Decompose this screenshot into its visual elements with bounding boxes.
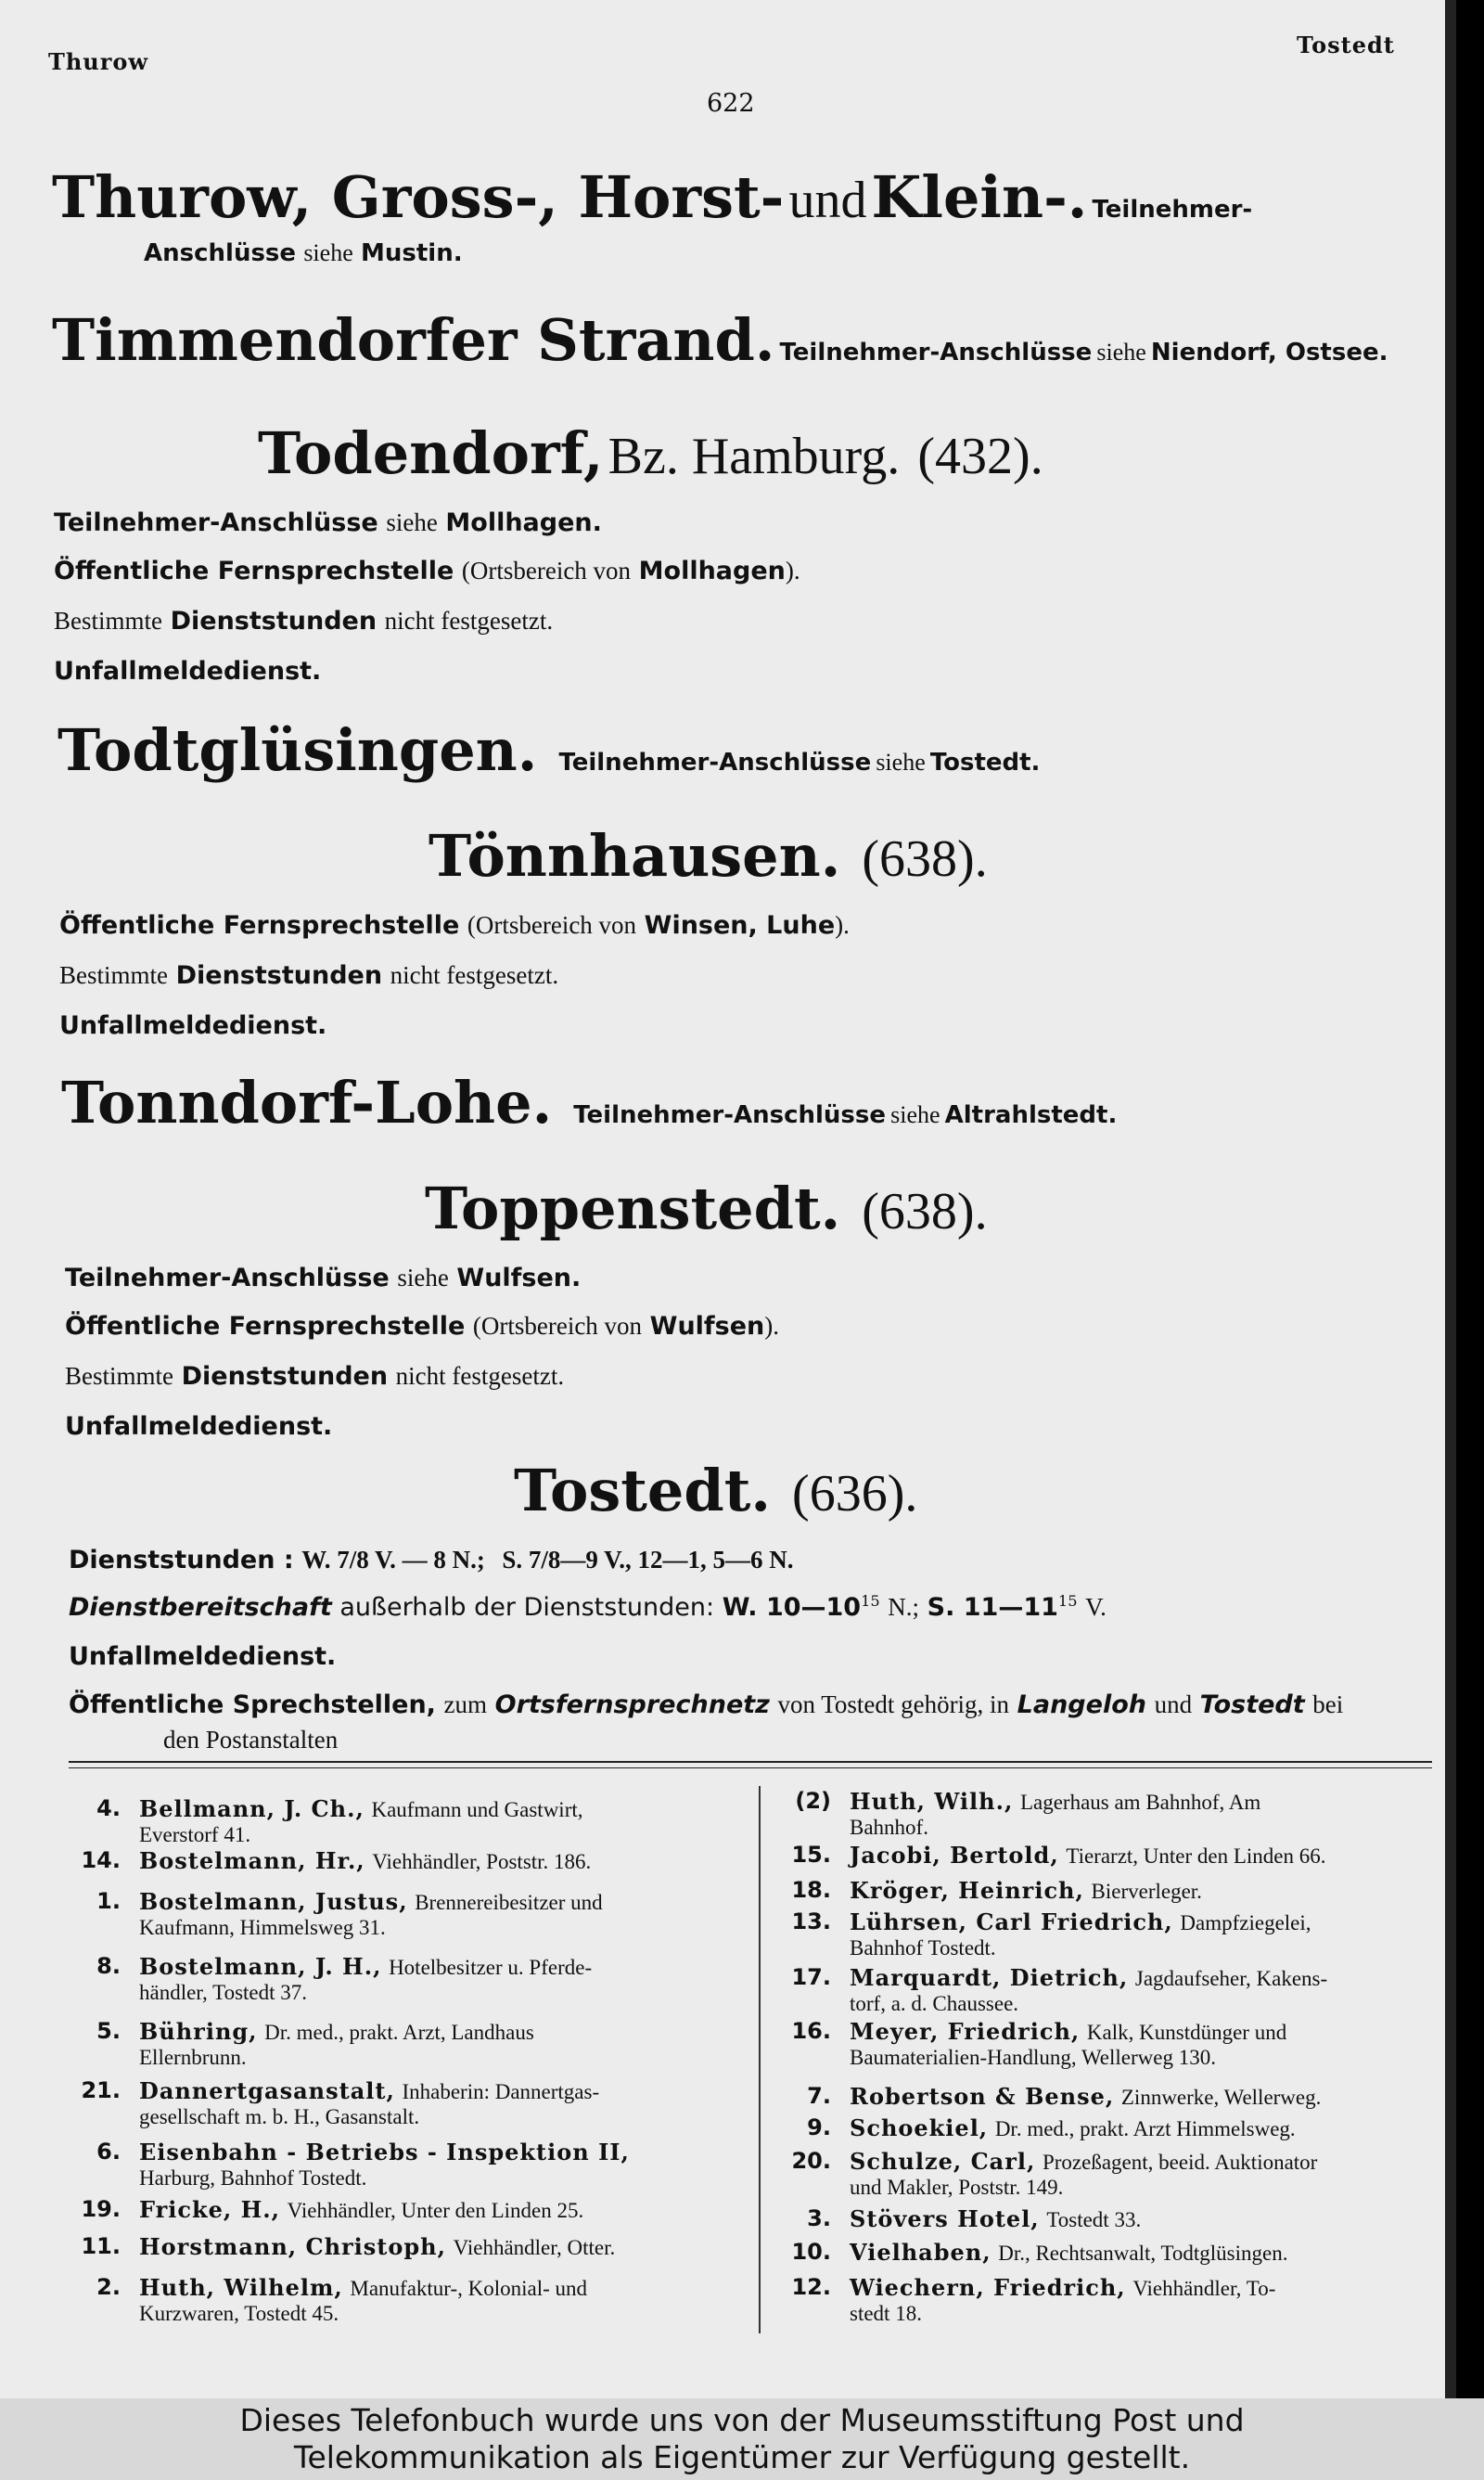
- subscriber-text: [139, 1848, 591, 1874]
- subscriber-text: [139, 1796, 583, 1847]
- entry-tostedt-heading: [514, 1457, 917, 1524]
- superscript: 15: [1057, 1592, 1078, 1610]
- place-name: Tostedt.: [514, 1457, 771, 1524]
- page-number: 622: [707, 89, 755, 118]
- subscriber-description: Zinnwerke, Wellerweg.: [1120, 2086, 1322, 2109]
- subscriber-description: Hotelbesitzer u. Pferde-: [389, 1956, 593, 1979]
- book-binding-edge: [1445, 0, 1456, 2398]
- note-reference: Altrahlstedt.: [944, 1101, 1118, 1129]
- note-reference: Niendorf, Ostsee.: [1150, 339, 1388, 366]
- todendorf-line-3: [54, 607, 553, 636]
- subscriber-name: Lührsen, Carl Friedrich,: [850, 1908, 1173, 1935]
- subscriber-description: Dampfziegelei,: [1180, 1911, 1311, 1934]
- subscriber-description: Lagerhaus am Bahnhof, Am: [1019, 1791, 1261, 1814]
- toppenstedt-line-3: [65, 1362, 564, 1391]
- text: und: [1154, 1690, 1193, 1718]
- subscriber-name: Bühring,: [139, 2018, 258, 2045]
- label: Dienstbereitschaft: [69, 1593, 332, 1622]
- subscriber-name: Kröger, Heinrich,: [850, 1877, 1084, 1904]
- toppenstedt-line-4: [65, 1412, 332, 1441]
- reference: Mollhagen.: [445, 508, 602, 537]
- reference: Winsen, Luhe: [644, 911, 836, 940]
- label: Unfallmeldedienst.: [65, 1412, 333, 1441]
- text: nicht festgesetzt.: [395, 1362, 565, 1390]
- label: Teilnehmer-Anschlüsse: [65, 1264, 390, 1292]
- todendorf-line-2: [54, 557, 800, 585]
- attribution-banner: [0, 2398, 1484, 2480]
- subscriber-description-continued: Everstorf 41.: [139, 1823, 251, 1846]
- note-label: Anschlüsse: [144, 239, 297, 267]
- subscriber-description: Manufaktur-, Kolonial- und: [350, 2277, 588, 2300]
- column-divider: [759, 1786, 761, 2333]
- subscriber-number: 16.: [791, 2018, 831, 2044]
- subscriber-number: 3.: [807, 2205, 831, 2231]
- subscriber-entry: [775, 2275, 1425, 2327]
- subscriber-text: [139, 2078, 599, 2129]
- toennhausen-line-1: [59, 911, 850, 940]
- subscriber-name: Horstmann, Christoph,: [139, 2233, 446, 2260]
- subscriber-text: [139, 1889, 603, 1940]
- siehe: siehe: [397, 1264, 449, 1291]
- note-siehe: siehe: [1096, 339, 1146, 366]
- todendorf-line-4: [54, 657, 321, 686]
- subscriber-entry: [775, 1789, 1425, 1841]
- subscriber-text: [850, 2149, 1317, 2200]
- toppenstedt-line-1: [65, 1264, 581, 1292]
- subscriber-description-continued: torf, a. d. Chaussee.: [850, 1992, 1019, 2015]
- tostedt-hours: [69, 1546, 793, 1574]
- reference: Mollhagen: [638, 557, 786, 585]
- toppenstedt-line-2: [65, 1312, 779, 1341]
- entry-thurow-heading: [52, 163, 1252, 231]
- subscriber-description: Kalk, Kunstdünger und: [1086, 2021, 1287, 2044]
- label: Unfallmeldedienst.: [59, 1011, 327, 1040]
- subscriber-number: 18.: [791, 1877, 831, 1903]
- reference: Wulfsen.: [456, 1264, 582, 1292]
- text: nicht festgesetzt.: [384, 607, 554, 635]
- subscriber-number: 13.: [791, 1908, 831, 1934]
- subscriber-description: Viehhändler, Otter.: [453, 2236, 616, 2259]
- subscriber-name: Schoekiel,: [850, 2114, 989, 2141]
- place-name: Timmendorfer Strand.: [52, 306, 775, 374]
- label: Öffentliche Sprechstellen,: [69, 1690, 436, 1719]
- subscriber-number: 14.: [81, 1847, 121, 1873]
- subscriber-entry: [775, 1965, 1425, 2017]
- subscriber-description-continued: händler, Tostedt 37.: [139, 1981, 308, 2004]
- subscriber-text: [850, 1965, 1327, 2016]
- subscriber-description: Viehhändler, Unter den Linden 25.: [287, 2199, 584, 2222]
- sunday-standby: S. 11—11: [927, 1593, 1058, 1622]
- subscriber-text: [850, 1878, 1202, 1904]
- subscriber-number: (2): [795, 1788, 831, 1814]
- subscriber-name: Dannertgasanstalt,: [139, 2077, 395, 2104]
- district: Bz. Hamburg.: [608, 428, 901, 485]
- area-code: (638).: [862, 1183, 988, 1240]
- subscriber-number: 9.: [807, 2114, 831, 2140]
- note-reference: Tostedt.: [929, 749, 1041, 777]
- text: N.;: [888, 1593, 920, 1621]
- entry-toennhausen-heading: [429, 822, 988, 890]
- place: Langeloh: [1017, 1690, 1146, 1719]
- entry-toppenstedt-heading: [425, 1175, 988, 1242]
- label: Dienststunden: [170, 607, 377, 636]
- tostedt-public-stations: [69, 1690, 1343, 1719]
- note-siehe: siehe: [876, 749, 926, 776]
- note-label: Teilnehmer-Anschlüsse: [779, 339, 1093, 366]
- text: V.: [1085, 1593, 1107, 1621]
- subscriber-name: Huth, Wilhelm,: [139, 2274, 343, 2301]
- subscriber-name: Meyer, Friedrich,: [850, 2018, 1081, 2045]
- note-label: Teilnehmer-Anschlüsse: [558, 749, 872, 777]
- label: Unfallmeldedienst.: [69, 1642, 337, 1671]
- subscriber-number: 6.: [96, 2139, 121, 2165]
- subscriber-text: [850, 2115, 1296, 2141]
- subscriber-description: Bierverleger.: [1091, 1880, 1202, 1903]
- subscriber-entry: [65, 2139, 714, 2191]
- subscriber-text: [850, 2275, 1275, 2326]
- text: Bestimmte: [59, 961, 168, 989]
- subscriber-number: 20.: [791, 2148, 831, 2174]
- label: Teilnehmer-Anschlüsse: [54, 508, 378, 537]
- subscriber-name: Wiechern, Friedrich,: [850, 2274, 1126, 2301]
- tostedt-unfall: [69, 1642, 336, 1671]
- subscriber-text: [850, 2019, 1286, 2070]
- subscriber-description: Dr., Rechtsanwalt, Todtglüsingen.: [998, 2242, 1288, 2265]
- subscriber-description-continued: Baumaterialien-Handlung, Wellerweg 130.: [850, 2046, 1216, 2069]
- divider-rule-2: [69, 1767, 1432, 1768]
- subscriber-number: 11.: [81, 2233, 121, 2259]
- subscriber-entry: [65, 2019, 714, 2071]
- subscriber-number: 1.: [96, 1888, 121, 1914]
- subscriber-text: [850, 1909, 1311, 1960]
- subscriber-description: Jagdaufseher, Kakens-: [1134, 1967, 1328, 1990]
- subscriber-name: Jacobi, Bertold,: [850, 1842, 1059, 1869]
- text: Bestimmte: [54, 607, 162, 635]
- subscriber-description: Kaufmann und Gastwirt,: [371, 1798, 583, 1821]
- place-name: Toppenstedt.: [425, 1175, 841, 1242]
- subscriber-description-continued: Kaufmann, Himmelsweg 31.: [139, 1916, 386, 1939]
- place-name: Tönnhausen.: [429, 822, 841, 890]
- text: zum: [443, 1690, 488, 1718]
- label: Unfallmeldedienst.: [54, 657, 322, 686]
- subscriber-number: 8.: [96, 1953, 121, 1979]
- subscriber-text: [139, 1954, 592, 2005]
- subscriber-entry: [65, 1954, 714, 2006]
- note-label: Teilnehmer-Anschlüsse: [573, 1101, 887, 1129]
- subscriber-name: Robertson & Bense,: [850, 2083, 1115, 2110]
- running-head-left: Thurow: [48, 48, 149, 75]
- subscriber-description-continued: Bahnhof.: [850, 1816, 928, 1839]
- subscriber-number: 12.: [791, 2274, 831, 2300]
- subscriber-entry: [775, 1909, 1425, 1961]
- subscriber-text: [139, 2139, 630, 2191]
- entry-timmendorfer-heading: [52, 306, 1388, 374]
- subscriber-text: [850, 1843, 1326, 1869]
- text: bei: [1312, 1690, 1344, 1718]
- entry-todtgluesingen-heading: [58, 716, 1040, 784]
- subscriber-description: Viehhändler, Poststr. 186.: [372, 1850, 592, 1873]
- subscriber-number: 10.: [791, 2239, 831, 2265]
- subscriber-number: 5.: [96, 2018, 121, 2044]
- area-code: (432).: [917, 428, 1043, 485]
- subscriber-description: Brennereibesitzer und: [415, 1891, 603, 1914]
- subscriber-name: Eisenbahn - Betriebs - Inspektion II,: [139, 2139, 630, 2165]
- subscriber-number: 4.: [96, 1795, 121, 1821]
- label: Dienststunden: [175, 961, 383, 990]
- subscriber-name: Vielhaben,: [850, 2239, 991, 2266]
- subscriber-description-continued: gesellschaft m. b. H., Gasanstalt.: [139, 2105, 420, 2128]
- attribution-line-1: Dieses Telefonbuch wurde uns von der Museumsstiftung Post und: [239, 2402, 1245, 2438]
- subscriber-entry: [65, 1889, 714, 1941]
- subscriber-name: Bostelmann, Justus,: [139, 1888, 408, 1915]
- subscriber-description: Viehhändler, To-: [1132, 2277, 1276, 2300]
- label: Dienststunden :: [69, 1546, 294, 1574]
- subscriber-number: 17.: [791, 1964, 831, 1990]
- subscriber-description: Dr. med., prakt. Arzt Himmelsweg.: [994, 2117, 1296, 2140]
- subscriber-description-continued: Harburg, Bahnhof Tostedt.: [139, 2166, 367, 2190]
- area-code: (636).: [792, 1465, 918, 1523]
- label: Öffentliche Fernsprechstelle: [65, 1312, 466, 1341]
- subscriber-description: Tierarzt, Unter den Linden 66.: [1066, 1844, 1326, 1868]
- text: (Ortsbereich von: [467, 911, 637, 939]
- text: (Ortsbereich von: [461, 557, 632, 585]
- subscriber-name: Bellmann, J. Ch.,: [139, 1795, 365, 1822]
- entry-todendorf-heading: [258, 419, 1043, 487]
- subscriber-number: 21.: [81, 2077, 121, 2103]
- subscriber-text: [850, 2206, 1141, 2232]
- place-name: Todendorf,: [258, 419, 604, 487]
- subscriber-text: [139, 2234, 615, 2260]
- subscriber-text: [139, 2019, 534, 2070]
- entry-thurow-note: [144, 239, 463, 267]
- todendorf-line-1: [54, 508, 602, 537]
- superscript: 15: [861, 1592, 880, 1610]
- place-name: Tonndorf-Lohe.: [61, 1069, 553, 1137]
- subscriber-description: Dr. med., prakt. Arzt, Landhaus: [264, 2021, 534, 2044]
- subscriber-number: 15.: [791, 1842, 831, 1868]
- subscriber-entry: [775, 2149, 1425, 2201]
- place-name-2: Klein-.: [871, 163, 1088, 231]
- attribution-line-2: Telekommunikation als Eigentümer zur Verfügung gestellt.: [293, 2439, 1191, 2475]
- running-head-right: Tostedt: [1297, 32, 1395, 58]
- subscriber-name: Stövers Hotel,: [850, 2205, 1040, 2232]
- label: Dienststunden: [181, 1362, 389, 1391]
- weekday-standby: W. 10—10: [722, 1593, 862, 1622]
- subscriber-description-continued: und Makler, Poststr. 149.: [850, 2176, 1064, 2199]
- punct: ).: [785, 557, 800, 585]
- place-name: Todtglüsingen.: [58, 716, 538, 784]
- subscriber-name: Fricke, H.,: [139, 2196, 280, 2223]
- weekday-hours: W. 7/8 V. — 8 N.;: [301, 1546, 485, 1574]
- subscriber-text: [139, 2275, 587, 2326]
- text: nicht festgesetzt.: [390, 961, 559, 989]
- toennhausen-line-3: [59, 1011, 326, 1040]
- subscriber-number: 2.: [96, 2274, 121, 2300]
- subscriber-description: Tostedt 33.: [1046, 2208, 1142, 2231]
- siehe: siehe: [386, 508, 438, 536]
- subscriber-entry: [65, 2078, 714, 2130]
- conjunction: und: [788, 172, 867, 229]
- subscriber-number: 19.: [81, 2196, 121, 2222]
- subscriber-number: 7.: [807, 2083, 831, 2109]
- entry-tonndorf-heading: [61, 1069, 1117, 1137]
- place-name: Thurow, Gross-, Horst-: [52, 163, 785, 231]
- subscriber-text: [850, 1789, 1260, 1840]
- subscriber-description-continued: Bahnhof Tostedt.: [850, 1936, 996, 1960]
- subscriber-description: Inhaberin: Dannertgas-: [402, 2080, 600, 2103]
- subscriber-text: [139, 2197, 583, 2223]
- subscriber-name: Bostelmann, J. H.,: [139, 1953, 382, 1980]
- subscriber-text: [850, 2084, 1321, 2110]
- tostedt-standby: [69, 1592, 1107, 1622]
- subscriber-description: Prozeßagent, beeid. Auktionator: [1042, 2151, 1318, 2174]
- label: Öffentliche Fernsprechstelle: [59, 911, 460, 940]
- toennhausen-line-2: [59, 961, 558, 990]
- note: Teilnehmer-: [1092, 196, 1253, 224]
- divider-rule-1: [69, 1761, 1432, 1763]
- subscriber-description-continued: Kurzwaren, Tostedt 45.: [139, 2302, 339, 2325]
- emphasis: Ortsfernsprechnetz: [494, 1690, 770, 1719]
- text: (Ortsbereich von: [472, 1312, 643, 1340]
- note-siehe: siehe: [303, 239, 353, 266]
- subscriber-name: Schulze, Carl,: [850, 2148, 1036, 2175]
- text: außerhalb der Dienststunden:: [339, 1593, 715, 1622]
- text: von Tostedt gehörig, in: [777, 1690, 1010, 1718]
- punct: ).: [764, 1312, 780, 1340]
- subscriber-entry: [775, 2019, 1425, 2071]
- subscriber-entry: [65, 2275, 714, 2327]
- subscriber-description-continued: stedt 18.: [850, 2302, 922, 2325]
- subscriber-description-continued: Ellernbrunn.: [139, 2046, 247, 2069]
- subscriber-name: Huth, Wilh.,: [850, 1788, 1014, 1815]
- subscriber-entry: [65, 1796, 714, 1848]
- text: Bestimmte: [65, 1362, 173, 1390]
- label: Öffentliche Fernsprechstelle: [54, 557, 454, 585]
- sunday-hours: S. 7/8—9 V., 12—1, 5—6 N.: [502, 1546, 794, 1574]
- note-siehe: siehe: [890, 1101, 940, 1128]
- area-code: (638).: [862, 830, 988, 888]
- subscriber-text: [850, 2240, 1287, 2266]
- punct: ).: [835, 911, 850, 939]
- text: den Postanstalten: [163, 1726, 339, 1754]
- reference: Wulfsen: [649, 1312, 765, 1341]
- tostedt-public-stations-cont: [163, 1726, 338, 1754]
- note-reference: Mustin.: [361, 239, 463, 267]
- subscriber-name: Bostelmann, Hr.,: [139, 1847, 365, 1874]
- place: Tostedt: [1199, 1690, 1305, 1719]
- subscriber-name: Marquardt, Dietrich,: [850, 1964, 1129, 1991]
